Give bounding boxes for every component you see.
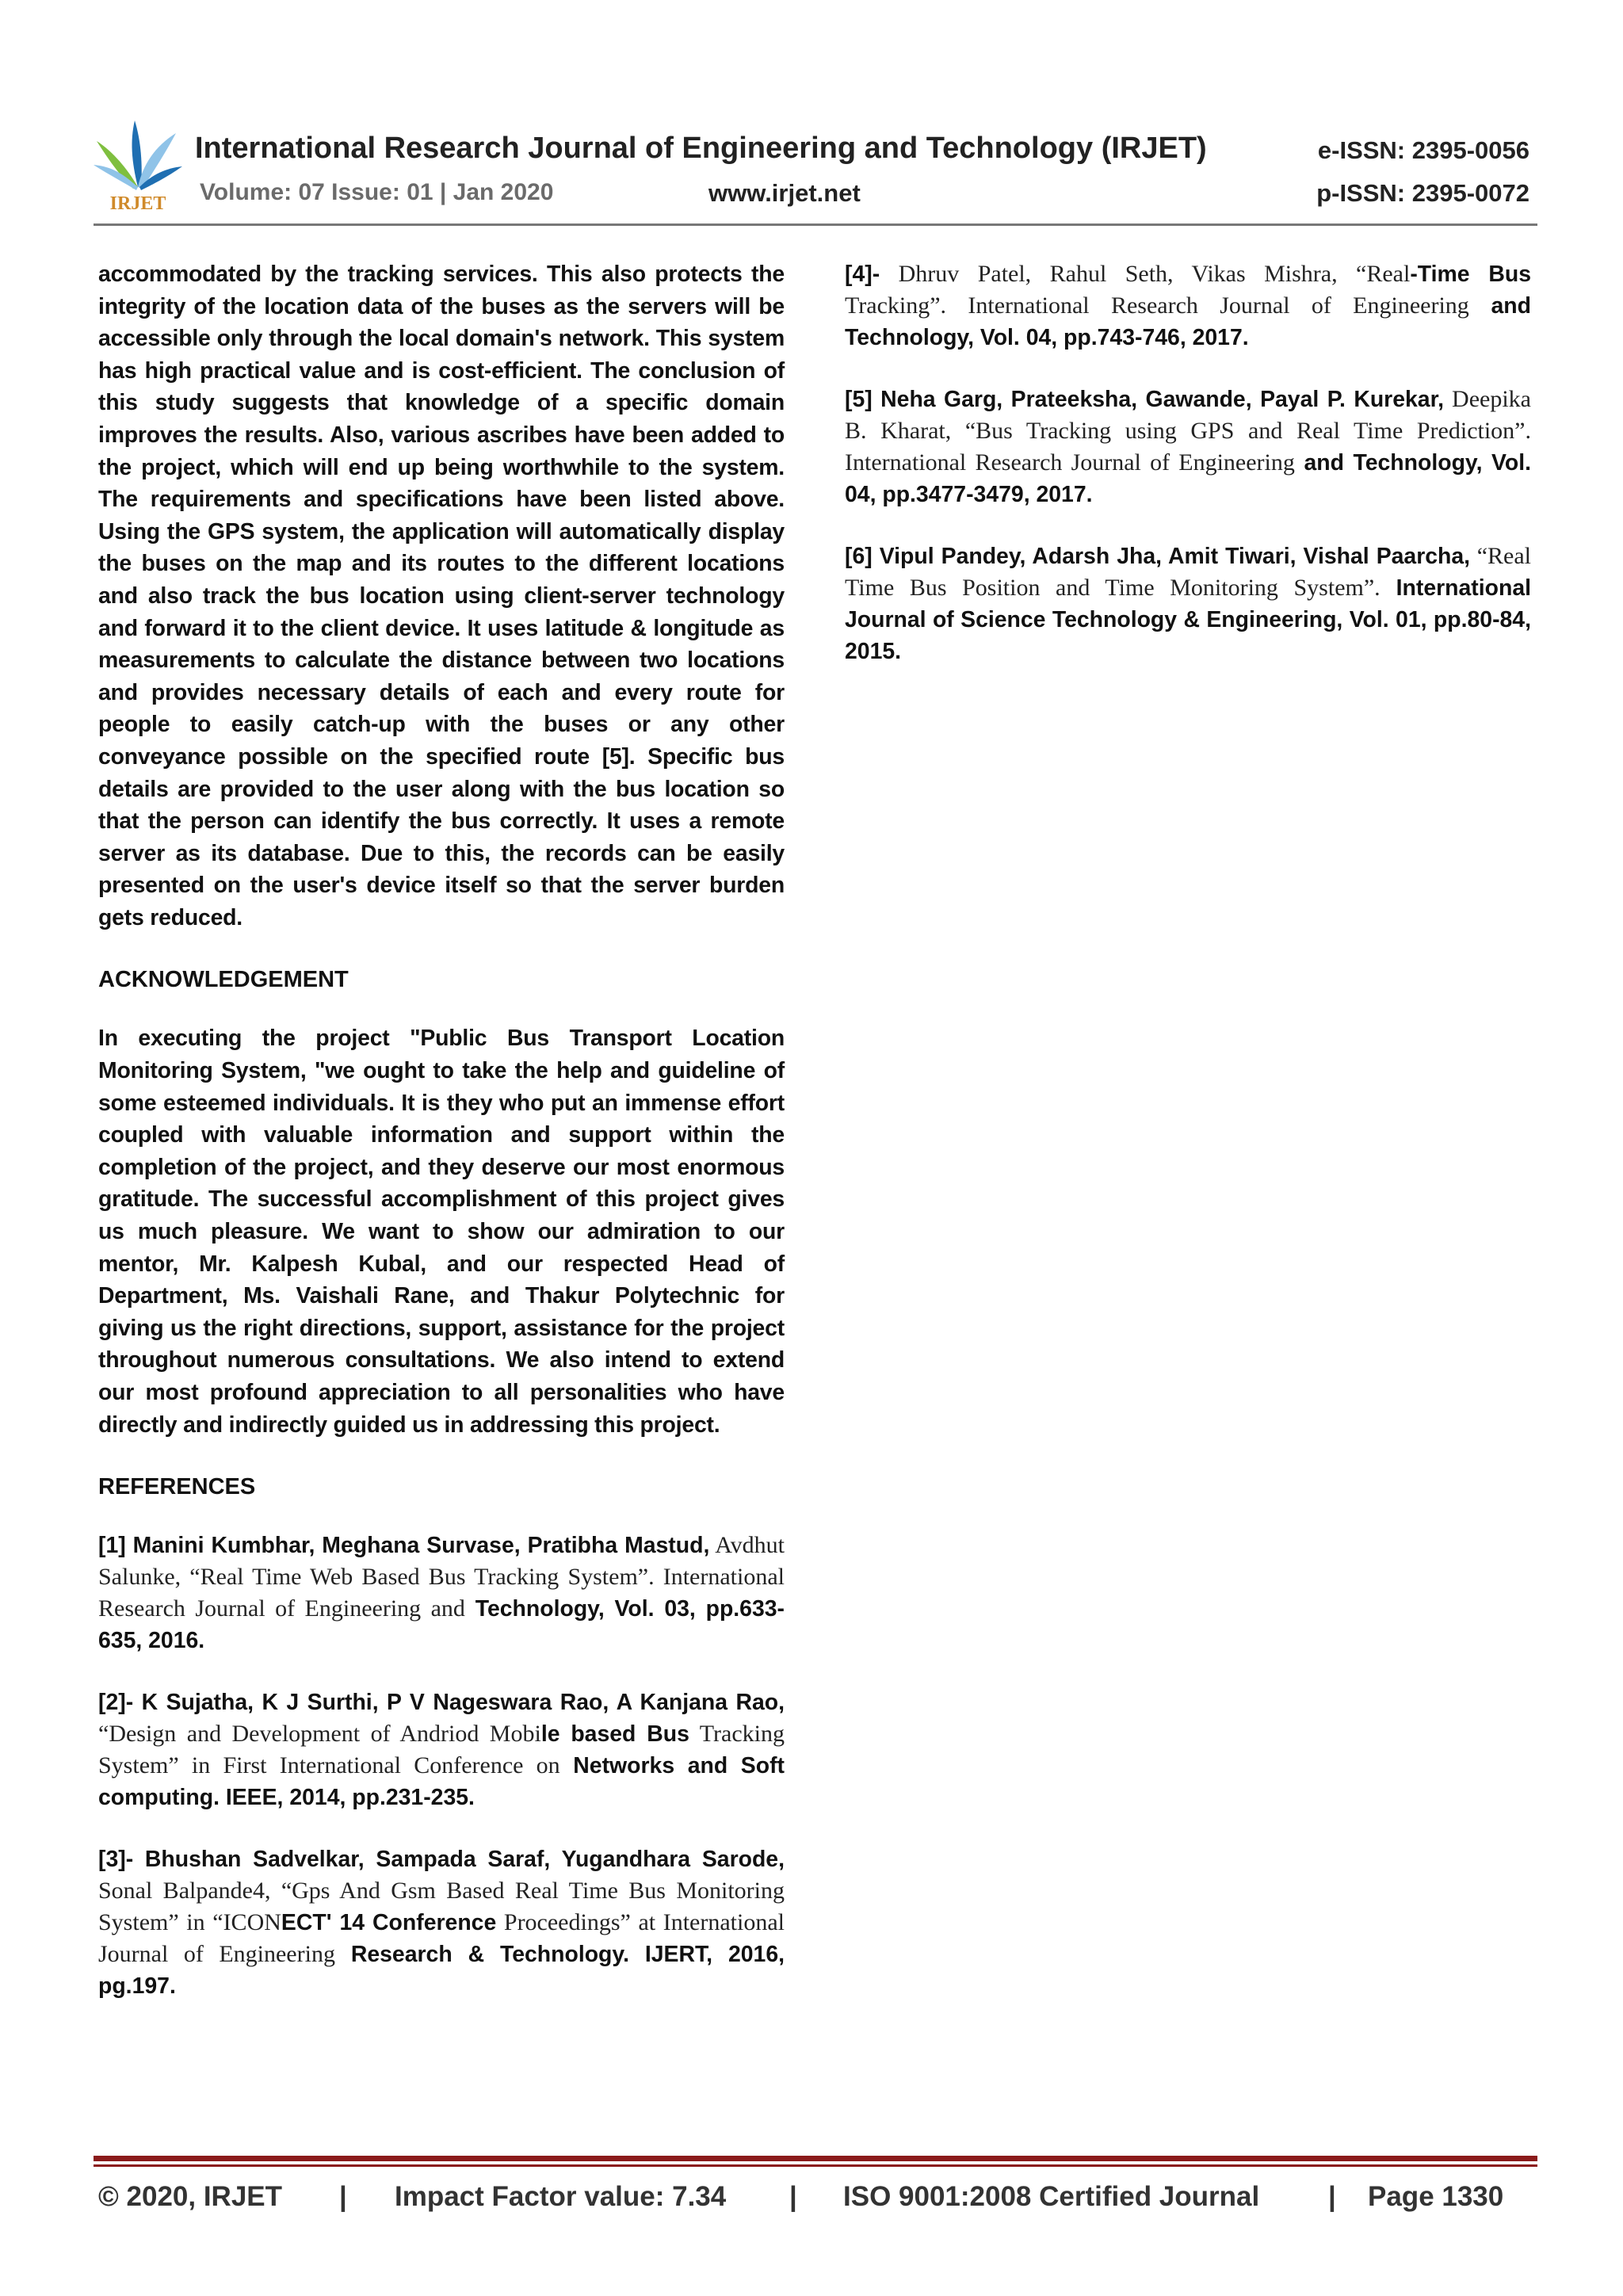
footer-separator: | bbox=[339, 2181, 347, 2212]
footer-separator: | bbox=[789, 2181, 797, 2212]
acknowledgement-heading: ACKNOWLEDGEMENT bbox=[98, 967, 349, 993]
footer-copyright: © 2020, IRJET bbox=[98, 2181, 283, 2212]
reference-1-source: Technology, Vol. 03, pp.633-635, 2016. bbox=[98, 1596, 785, 1654]
reference-4-authors: Dhruv Patel, Rahul Seth, Vikas Mishra, “Real bbox=[880, 261, 1411, 287]
e-issn: e-ISSN: 2395-0056 bbox=[1317, 136, 1529, 164]
footer-page-number: Page 1330 bbox=[1368, 2181, 1504, 2212]
footer-impact-factor: Impact Factor value: 7.34 bbox=[395, 2181, 727, 2212]
reference-5-title: Deepika B. Kharat, “Bus Tracking using GPS and Real Time Prediction”. International Research Journal of Engineering bbox=[845, 386, 1531, 476]
svg-text:IRJET: IRJET bbox=[109, 193, 166, 212]
reference-1-authors: [1] Manini Kumbhar, Meghana Survase, Pratibha Mastud, bbox=[98, 1533, 710, 1559]
reference-6-authors: [6] Vipul Pandey, Adarsh Jha, Amit Tiwari, Vishal Paarcha, bbox=[845, 544, 1471, 569]
reference-2-title-part2: le based Bus bbox=[540, 1721, 689, 1748]
right-column bbox=[845, 258, 1531, 697]
header-divider bbox=[94, 223, 1537, 226]
reference-5-source: and Technology, Vol. 04, pp.3477-3479, 2017. bbox=[845, 450, 1531, 507]
reference-3-authors: [3]- Bhushan Sadvelkar, Sampada Saraf, Yugandhara Sarode, bbox=[98, 1847, 785, 1873]
references-heading: REFERENCES bbox=[98, 1474, 256, 1500]
acknowledgement-paragraph: In executing the project "Public Bus Transport Location Monitoring System, "we ought to take the help and guideline of some esteemed individuals. It is they who put an immense effort coupled with valuable information and support within the completion of the project, and they deserve our most enormous gratitude. The successful accomplishment of this project gives us much pleasure. We want to show our admiration to our mentor, Mr. Kalpesh Kubal, and our respected Head of Department, Ms. Vaishali Rane, and Thakur Polytechnic for giving us the right directions, support, assistance for the project throughout numerous consultations. We also intend to extend our most profound appreciation to all personalities who have directly and indirectly guided us in addressing this project. bbox=[98, 1026, 785, 1438]
reference-4-title-part: -Time Bus bbox=[1410, 262, 1531, 287]
footer-divider-thin bbox=[94, 2164, 1537, 2167]
reference-3 bbox=[98, 1843, 785, 2002]
page-header bbox=[0, 0, 1623, 238]
reference-3-title-part3: Proceedings” at International Journal of Engineering bbox=[98, 1909, 785, 1968]
footer-iso: ISO 9001:2008 Certified Journal bbox=[843, 2181, 1260, 2212]
reference-2-authors: [2]- K Sujatha, K J Surthi, P V Nageswara Rao, A Kanjana Rao, bbox=[98, 1690, 785, 1716]
reference-6 bbox=[845, 541, 1531, 667]
journal-title: International Research Journal of Engineering and Technology (IRJET) bbox=[195, 132, 1207, 165]
reference-6-source: International Journal of Science Technology & Engineering, Vol. 01, pp.80-84, 2015. bbox=[845, 575, 1532, 664]
reference-6-title: “Real Time Bus Position and Time Monitoring System”. bbox=[845, 543, 1531, 601]
reference-1 bbox=[98, 1530, 785, 1656]
reference-4-journal: Tracking”. International Research Journal of Engineering bbox=[845, 292, 1469, 319]
reference-5-authors: [5] Neha Garg, Prateeksha, Gawande, Payal P. Kurekar, bbox=[845, 387, 1444, 412]
p-issn: p-ISSN: 2395-0072 bbox=[1316, 179, 1529, 207]
reference-2-source: Networks and Soft computing. IEEE, 2014, pp.231-235. bbox=[98, 1753, 785, 1811]
reference-5 bbox=[845, 384, 1531, 510]
volume-issue: Volume: 07 Issue: 01 | Jan 2020 bbox=[200, 179, 554, 205]
reference-4-source: and Technology, Vol. 04, pp.743-746, 2017. bbox=[845, 293, 1531, 350]
journal-website: www.irjet.net bbox=[708, 179, 861, 207]
reference-2-title-part1: “Design and Development of Andriod Mobi bbox=[98, 1721, 541, 1748]
footer-separator: | bbox=[1328, 2181, 1336, 2212]
reference-1-title: Avdhut Salunke, “Real Time Web Based Bus Tracking System”. International Research Journal of Engineering and bbox=[98, 1532, 785, 1622]
left-column bbox=[98, 258, 785, 2032]
reference-2-title-part3: Tracking System” in First International Conference on bbox=[98, 1721, 785, 1779]
intro-paragraph: accommodated by the tracking services. This also protects the integrity of the location data of the buses as the servers will be accessible only through the local domain's network. This system has high practical value and is cost-efficient. The conclusion of this study suggests that knowledge of a specific domain improves the results. Also, various ascribes have been added to the project, which will end up being worthwhile to the system. The requirements and specifications have been listed above. Using the GPS system, the application will automatically display the buses on the map and its routes to the different locations and also track the bus location using client-server technology and forward it to the client device. It uses latitude & longitude as measurements to calculate the distance between two locations and provides necessary details of each and every route for people to easily catch-up with the buses or any other conveyance possible on the specified route [5]. Specific bus details are provided to the user along with the bus location so that the person can identify the bus correctly. It uses a remote server as its database. Due to this, the records can be easily presented on the user's device itself so that the server burden gets reduced. bbox=[98, 262, 785, 930]
reference-2 bbox=[98, 1687, 785, 1813]
reference-3-title-part1: Sonal Balpande4, “Gps And Gsm Based Real Time Bus Monitoring System” in “ICON bbox=[98, 1878, 785, 1936]
page-footer bbox=[98, 2181, 1509, 2221]
reference-4-label: [4]- bbox=[845, 262, 880, 287]
reference-4 bbox=[845, 258, 1531, 353]
footer-divider-thick bbox=[94, 2156, 1537, 2161]
reference-3-source: Research & Technology. IJERT, 2016, pg.197. bbox=[98, 1942, 785, 2000]
reference-3-title-part2: ECT' 14 Conference bbox=[281, 1910, 497, 1936]
irjet-logo-icon bbox=[94, 117, 182, 212]
